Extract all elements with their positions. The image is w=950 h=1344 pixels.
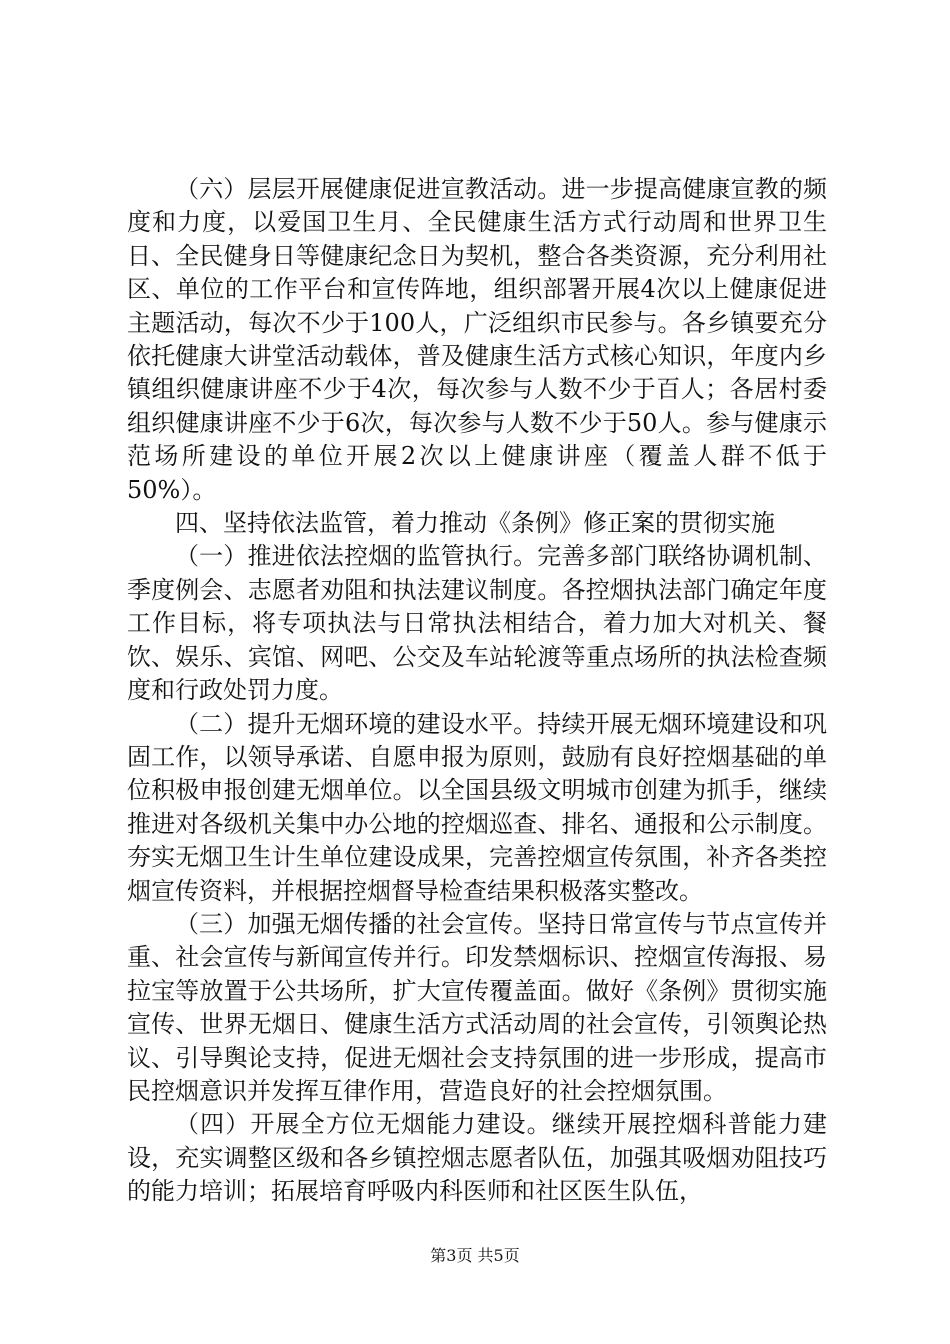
page-footer: 第3页 共5页: [430, 1246, 520, 1265]
section-heading-tobacco-control: 四、坚持依法监管，着力推动《条例》修正案的贯彻实施: [175, 509, 775, 538]
paragraph-smoke-free-environment: （二）提升无烟环境的建设水平。持续开展无烟环境建设和巩固工作，以领导承诺、自愿申报为原则，鼓励有良好控烟基础的单位积极申报创建无烟单位。以全国县级文明城市创建为抓手，继续推进对各级机关集中办公地的控烟巡查、排名、通报和公示制度。夯实无烟卫生计生单位建设成果，完善控烟宣传氛围，补齐各类控烟宣传资料，并根据控烟督导检查结果积极落实整改。: [127, 709, 827, 905]
paragraph-social-publicity: （三）加强无烟传播的社会宣传。坚持日常宣传与节点宣传并重、社会宣传与新闻宣传并行。印发禁烟标识、控烟宣传海报、易拉宝等放置于公共场所，扩大宣传覆盖面。做好《条例》贯彻实施宣传、世界无烟日、健康生活方式活动周的社会宣传，引领舆论热议、引导舆论支持，促进无烟社会支持氛围的进一步形成，提高市民控烟意识并发挥互律作用，营造良好的社会控烟氛围。: [127, 909, 827, 1105]
paragraph-health-promotion: （六）层层开展健康促进宣教活动。进一步提高健康宣教的频度和力度，以爱国卫生月、全民健康生活方式行动周和世界卫生日、全民健身日等健康纪念日为契机，整合各类资源，充分利用社区、单位的工作平台和宣传阵地，组织部署开展4次以上健康促进主题活动，每次不少于100人，广泛组织市民参与。各乡镇要充分依托健康大讲堂活动载体，普及健康生活方式核心知识，年度内乡镇组织健康讲座不少于4次，每次参与人数不少于百人；各居村委组织健康讲座不少于6次，每次参与人数不少于50人。参与健康示范场所建设的单位开展2次以上健康讲座（覆盖人群不低于50%）。: [127, 175, 827, 504]
paragraph-capacity-building: （四）开展全方位无烟能力建设。继续开展控烟科普能力建设，充实调整区级和各乡镇控烟志愿者队伍，加强其吸烟劝阻技巧的能力培训；拓展培育呼吸内科医师和社区医生队伍，: [127, 1110, 827, 1206]
paragraph-law-enforcement: （一）推进依法控烟的监管执行。完善多部门联络协调机制、季度例会、志愿者劝阻和执法建议制度。各控烟执法部门确定年度工作目标，将专项执法与日常执法相结合，着力加大对机关、餐饮、娱乐、宾馆、网吧、公交及车站轮渡等重点场所的执法检查频度和行政处罚力度。: [127, 542, 827, 705]
document-body: [127, 173, 827, 1209]
